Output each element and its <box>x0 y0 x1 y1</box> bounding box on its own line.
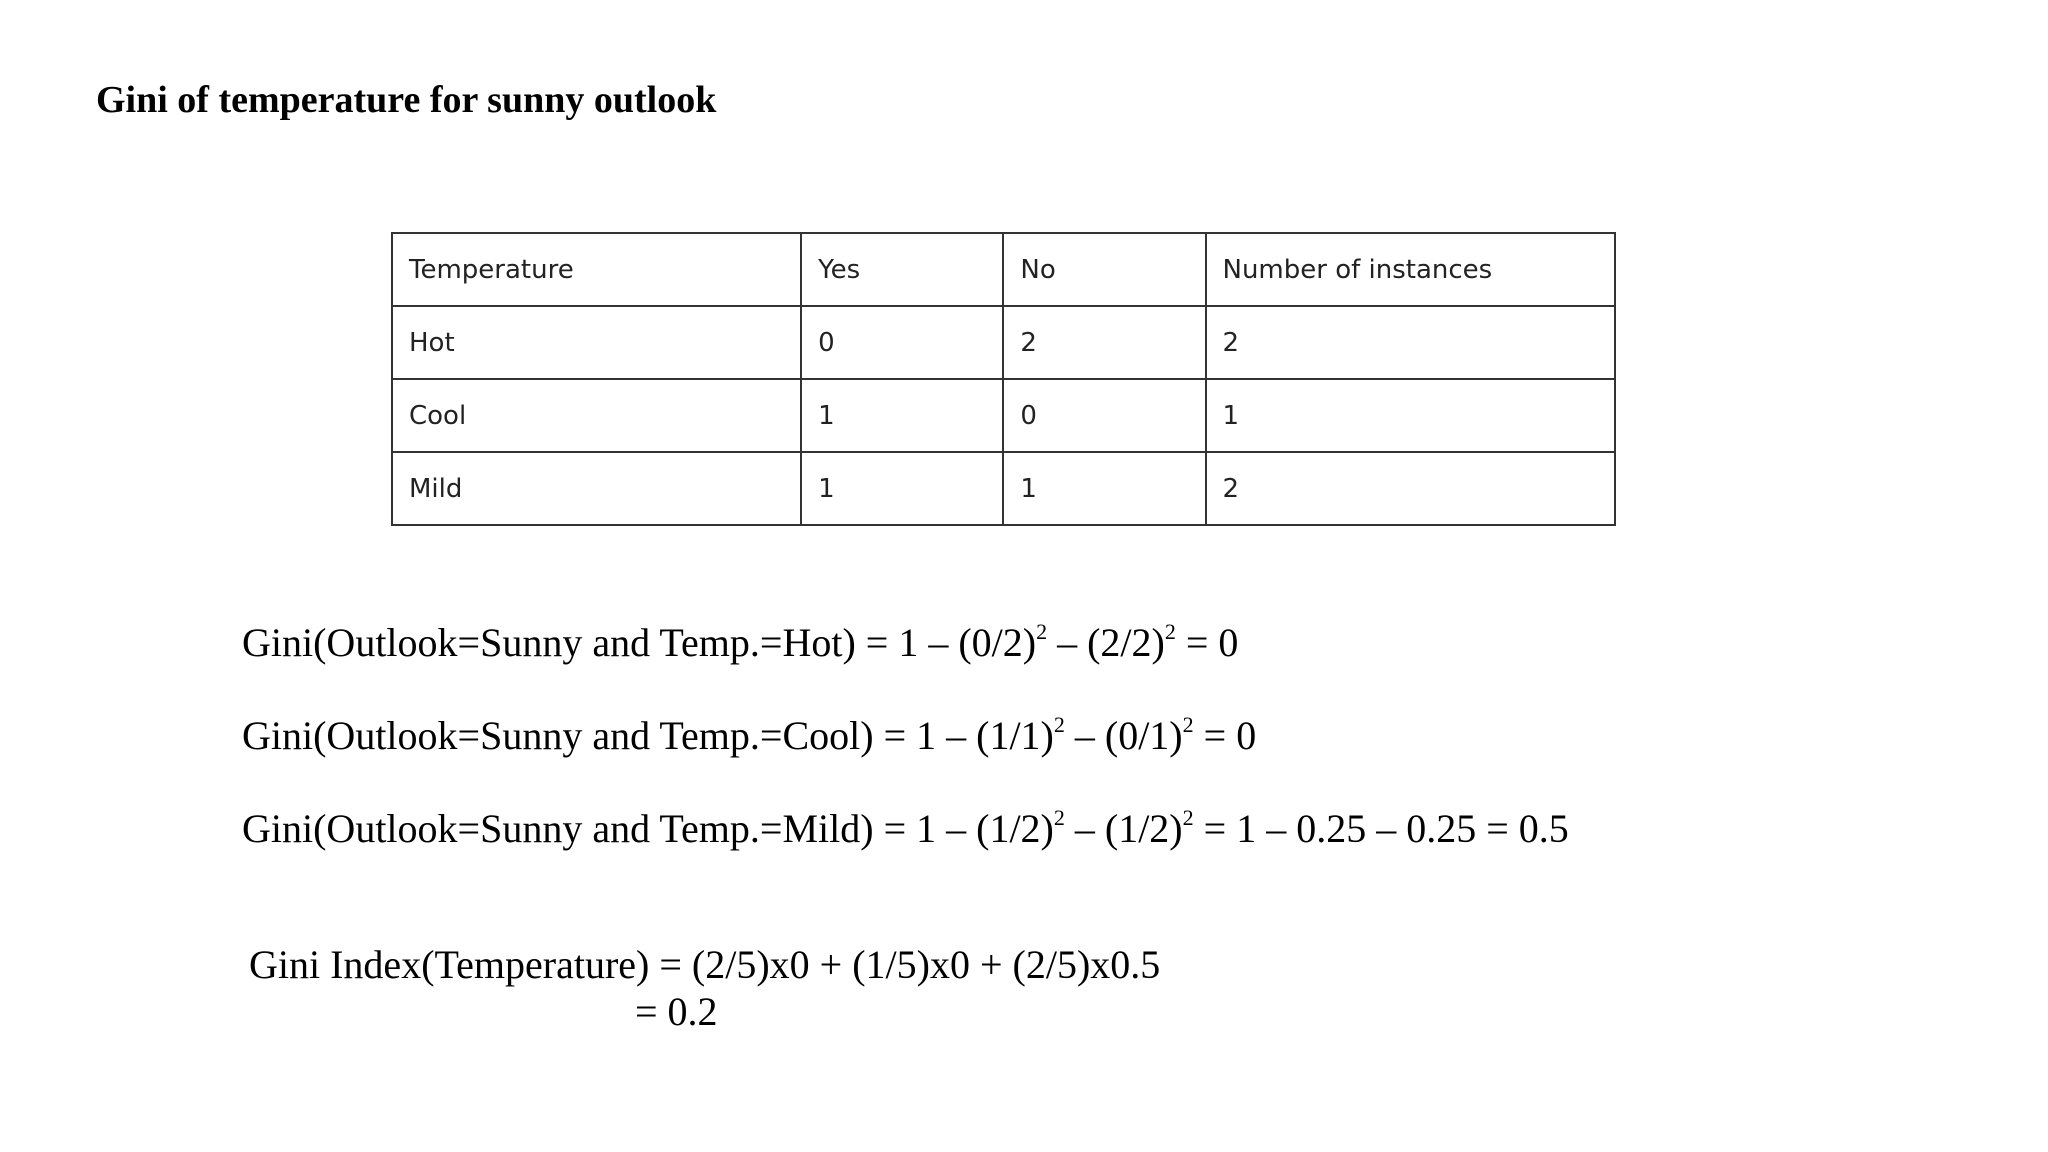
table-cell: 1 <box>801 379 1003 452</box>
header-temperature: Temperature <box>392 233 801 306</box>
formula-text: Gini(Outlook=Sunny and Temp.=Cool) = 1 – (1/1) <box>242 713 1054 758</box>
table-cell: 1 <box>801 452 1003 525</box>
formula-text: = 0 <box>1175 620 1239 665</box>
formula-gini-cool <box>242 712 1257 758</box>
formula-text: – (1/2) <box>1064 806 1183 851</box>
formula-exponent: 2 <box>1053 712 1065 737</box>
formula-exponent: 2 <box>1182 712 1194 737</box>
formula-exponent: 2 <box>1164 619 1176 644</box>
formula-exponent: 2 <box>1036 619 1048 644</box>
formula-text: Gini(Outlook=Sunny and Temp.=Hot) = 1 – (0/2) <box>242 620 1037 665</box>
gini-index-result: = 0.2 <box>635 989 718 1034</box>
formula-exponent: 2 <box>1182 805 1194 830</box>
table-cell: 0 <box>801 306 1003 379</box>
temperature-table <box>391 232 1616 526</box>
table-cell: 2 <box>1206 306 1616 379</box>
table-row <box>392 379 1615 452</box>
table-row <box>392 306 1615 379</box>
table-cell: 1 <box>1003 452 1205 525</box>
table-cell: Mild <box>392 452 801 525</box>
table-cell: 2 <box>1206 452 1616 525</box>
table-cell: 1 <box>1206 379 1616 452</box>
gini-index-formula: Gini Index(Temperature) = (2/5)x0 + (1/5)x0 + (2/5)x0.5 <box>249 942 1161 987</box>
header-number-of-instances: Number of instances <box>1206 233 1616 306</box>
header-no: No <box>1003 233 1205 306</box>
formula-text: = 0 <box>1193 713 1257 758</box>
formula-text: Gini(Outlook=Sunny and Temp.=Mild) = 1 – (1/2) <box>242 806 1054 851</box>
table-cell: Hot <box>392 306 801 379</box>
table-cell: 0 <box>1003 379 1205 452</box>
formula-gini-hot <box>242 619 1239 665</box>
slide-title: Gini of temperature for sunny outlook <box>96 79 717 121</box>
formula-text: – (2/2) <box>1047 620 1165 665</box>
header-yes: Yes <box>801 233 1003 306</box>
table-cell: 2 <box>1003 306 1205 379</box>
formula-text: – (0/1) <box>1064 713 1183 758</box>
formula-text: = 1 – 0.25 – 0.25 = 0.5 <box>1193 806 1569 851</box>
table-cell: Cool <box>392 379 801 452</box>
table-header-row <box>392 233 1615 306</box>
formula-exponent: 2 <box>1053 805 1065 830</box>
formula-gini-mild <box>242 805 1569 851</box>
table-row <box>392 452 1615 525</box>
